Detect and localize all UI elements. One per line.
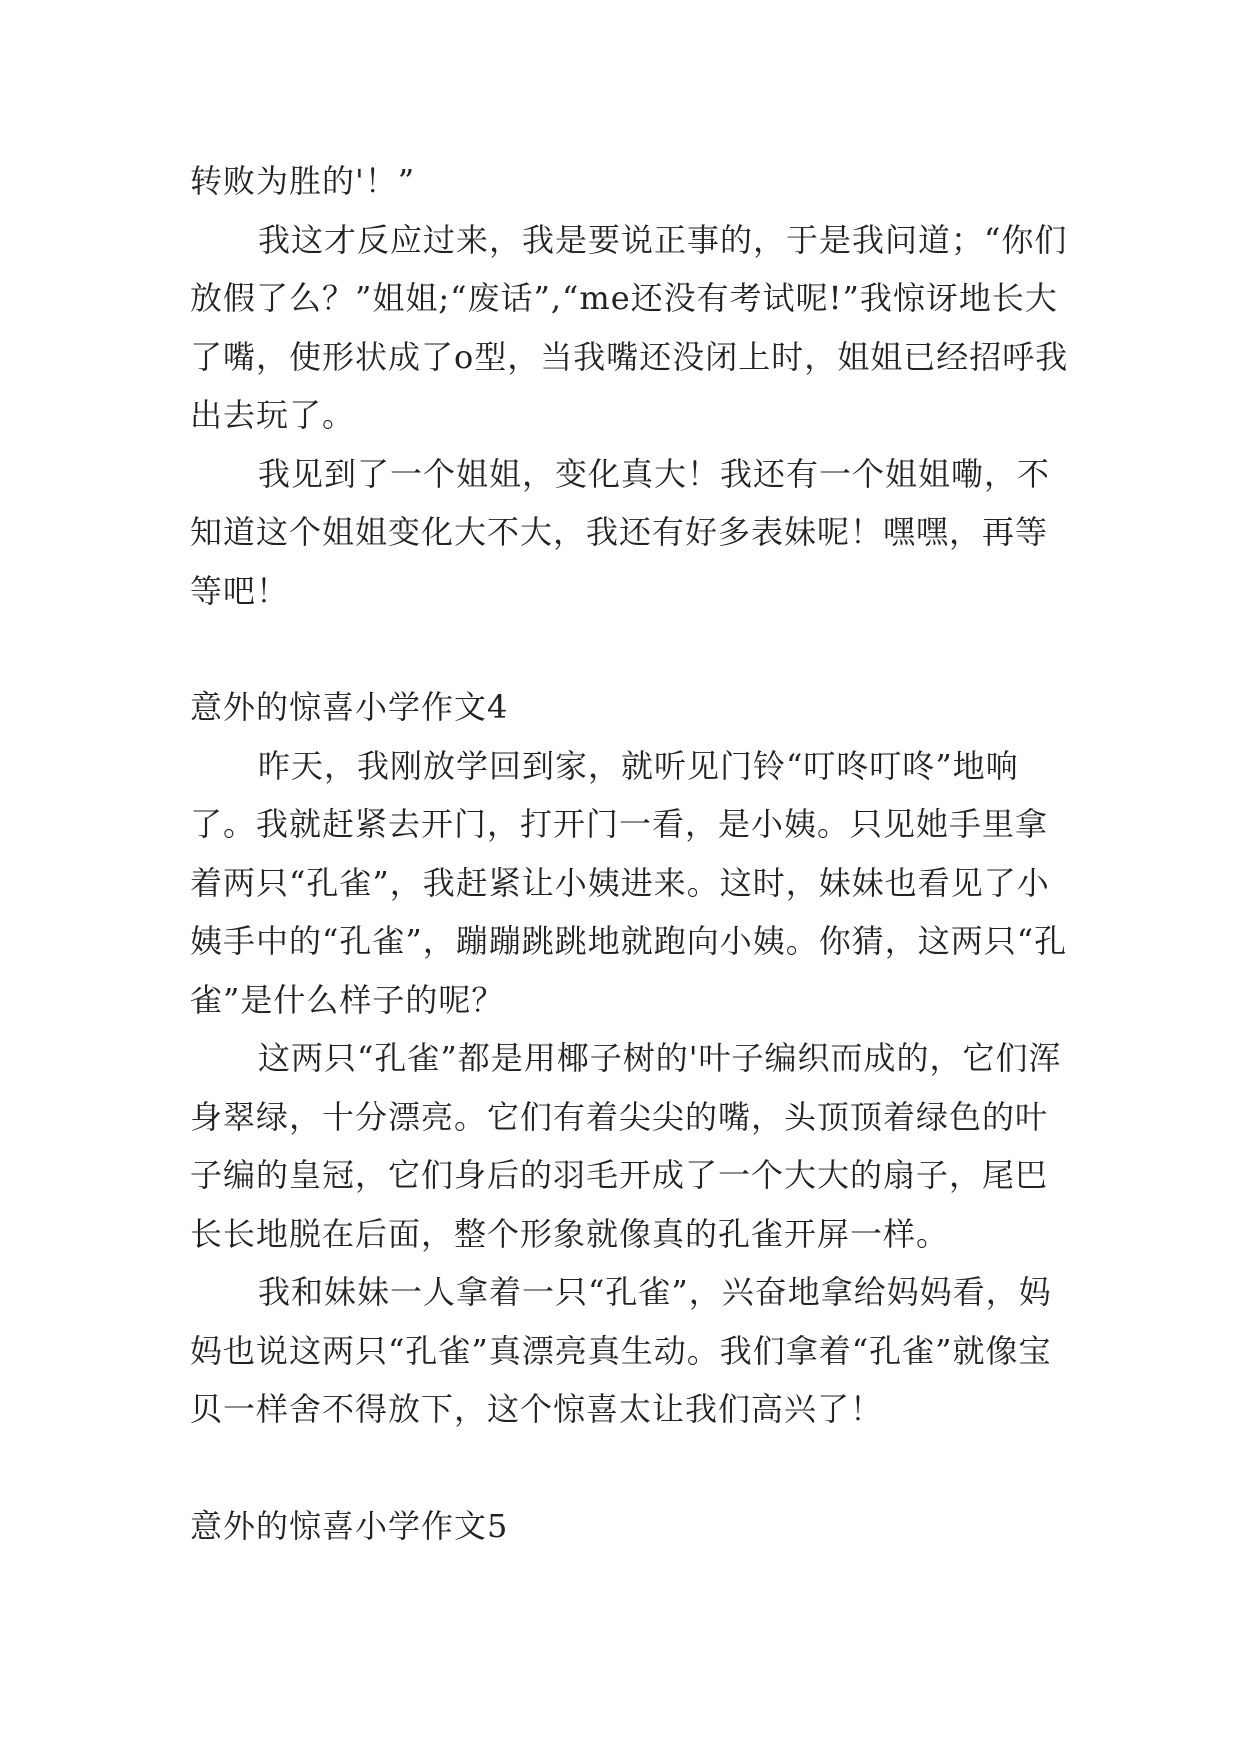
section-heading: 意外的惊喜小学作文4 [190,688,509,726]
document-body [190,152,1070,1555]
paragraph: 昨天，我刚放学回到家，就听见门铃“叮咚叮咚”地响了。我就赶紧去开门，打开门一看，是小姨。只见她手里拿着两只“孔雀”，我赶紧让小姨进来。这时，妹妹也看见了小姨手中的“孔雀”，蹦蹦跳跳地就跑向小姨。你猜，这两只“孔雀”是什么样子的呢？ [190,746,1068,1019]
paragraph: 我和妹妹一人拿着一只“孔雀”，兴奋地拿给妈妈看，妈妈也说这两只“孔雀”真漂亮真生动。我们拿着“孔雀”就像宝贝一样舍不得放下，这个惊喜太让我们高兴了！ [190,1273,1052,1428]
paragraph: 我见到了一个姐姐，变化真大！我还有一个姐姐嘞，不知道这个姐姐变化大不大，我还有好多表妹呢！嘿嘿，再等等吧！ [190,454,1051,610]
section-heading: 意外的惊喜小学作文5 [190,1506,509,1545]
paragraph: 这两只“孔雀”都是用椰子树的'叶子编织而成的，它们浑身翠绿，十分漂亮。它们有着尖尖的嘴，头顶顶着绿色的叶子编的皇冠，它们身后的羽毛开成了一个大大的扇子，尾巴长长地脱在后面，整个形象就像真的孔雀开屏一样。 [190,1039,1062,1253]
paragraph-continuation: 转败为胜的'！” [190,162,416,200]
paragraph: 我这才反应过来，我是要说正事的，于是我问道；“你们放假了么？”姐姐;“废话”,“me还没有考试呢!”我惊讶地长大了嘴，使形状成了o型，当我嘴还没闭上时，姐姐已经招呼我出去玩了。 [190,220,1069,434]
